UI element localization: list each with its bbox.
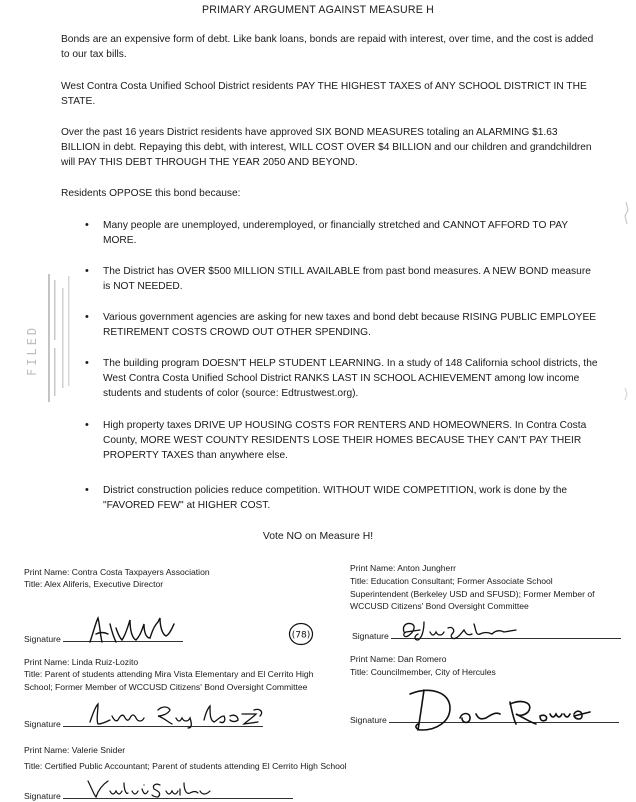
signature-label: Signature: [352, 631, 389, 641]
jungherr-signature-scrawl: [400, 618, 520, 644]
scan-speck-icon: [620, 200, 632, 230]
closing-line: Vote NO on Measure H!: [262, 531, 374, 542]
romero-title: Title: Councilmember, City of Hercules: [350, 667, 496, 677]
document-title: PRIMARY ARGUMENT AGAINST MEASURE H: [201, 4, 435, 16]
snider-signature-scrawl: [86, 777, 216, 799]
signature-label: Signature: [24, 791, 61, 801]
snider-print-name: Print Name: Valerie Snider: [24, 745, 126, 755]
taxpayers-print-name: Print Name: Contra Costa Taxpayers Association: [24, 567, 210, 577]
ruiz-lozito-signature-scrawl: [88, 700, 268, 730]
page-number-mark: [288, 622, 314, 646]
list-item: • Various government agencies are asking for new taxes and bond debt because RISING PUBLIC EMPLOYEE RETIREMENT COSTS CROWD OUT OTHER SPENDING.: [103, 310, 599, 340]
scan-speck-icon: [620, 386, 632, 410]
signature-label: Signature: [24, 634, 61, 644]
paragraph-2: West Contra Costa Unified School District residents PAY THE HIGHEST TAXES of ANY SCHOOL DISTRICT IN THE STATE.: [61, 81, 587, 107]
paragraph-1: Bonds are an expensive form of debt. Like bank loans, bonds are repaid with interest, over time, and the cost is added to our tax bills.: [61, 34, 594, 60]
paragraph-4: Residents OPPOSE this bond because:: [61, 188, 241, 199]
signature-label: Signature: [350, 715, 387, 725]
romero-print-name: Print Name: Dan Romero: [350, 654, 447, 664]
taxpayers-title: Title: Alex Aliferis, Executive Director: [24, 579, 164, 589]
page-number-text: (78): [291, 630, 311, 641]
list-item: • The District has OVER $500 MILLION STILL AVAILABLE from past bond measures. A NEW BOND measure is NOT NEEDED.: [103, 264, 599, 294]
list-item: • Many people are unemployed, underemployed, or financially stretched and CANNOT AFFORD TO PAY MORE.: [103, 218, 599, 248]
list-item: • District construction policies reduce competition. WITHOUT WIDE COMPETITION, work is done by the "FAVORED FEW" at HIGHER COST.: [103, 483, 599, 513]
filed-stamp-icon: [18, 268, 78, 418]
taxpayers-signature-scrawl: [86, 612, 186, 650]
jungherr-print-name: Print Name: Anton Jungherr: [350, 563, 457, 573]
signature-label: Signature: [24, 719, 61, 729]
list-item: • High property taxes DRIVE UP HOUSING COSTS FOR RENTERS AND HOMEOWNERS. In Contra Costa County, MORE WEST COUNTY RESIDENTS LOSE THEIR HOMES BECAUSE THEY CAN'T PAY THEIR PROPERTY TAXES than anywhere else.: [103, 418, 599, 463]
paragraph-3: Over the past 16 years District residents have approved SIX BOND MEASURES totaling an ALARMING $1.63 BILLION in debt. Repaying this debt, with interest, WILL COST OVER $4 BILLION and our children and grandchildren will PAY THIS DEBT THROUGH THE YEAR 2050 AND BEYOND.: [61, 127, 592, 168]
ruiz-lozito-print-name: Print Name: Linda Ruiz-Lozito: [24, 657, 139, 667]
list-item: • The building program DOESN'T HELP STUDENT LEARNING. In a study of 148 California school districts, the West Contra Costa Unified School District RANKS LAST IN SCHOOL ACHIEVEMENT among low income students and students of color (source: Edtrustwest.org).: [103, 356, 599, 401]
romero-signature-scrawl: [400, 684, 600, 734]
ruiz-lozito-title: Title: Parent of students attending Mira Vista Elementary and El Cerrito High School; Former Member of WCCUSD Citizens' Bond Oversight Committee: [24, 669, 314, 692]
snider-title: Title: Certified Public Accountant; Parent of students attending El Cerrito High School: [24, 761, 347, 771]
filed-stamp-text: FILED: [25, 324, 39, 376]
jungherr-title: Title: Education Consultant; Former Associate School Superintendent (Berkeley USD and SFUSD); Former Member of WCCUSD Citizens' Bond Oversight Committee: [350, 576, 595, 611]
